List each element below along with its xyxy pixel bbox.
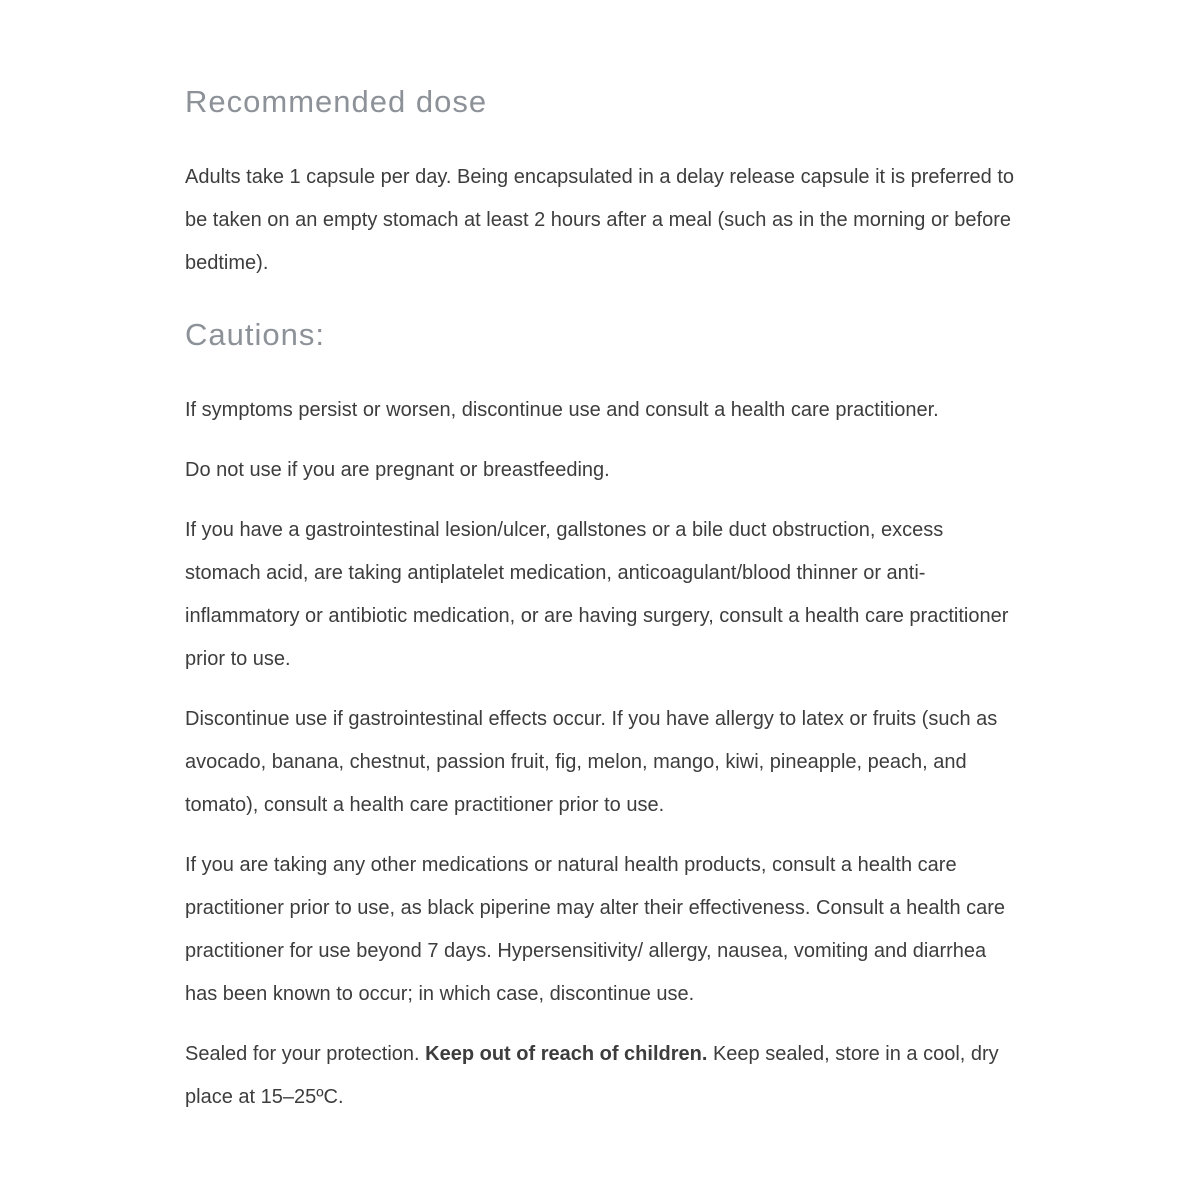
cautions-heading: Cautions: (185, 317, 325, 352)
caution-paragraph-allergy: Discontinue use if gastrointestinal effects occur. If you have allergy to latex or fruits (such as avocado, banana, chestnut, passion fruit, fig, melon, mango, kiwi, pineapple, peach, and tomato), consult a health care practitioner prior to use. (185, 708, 998, 816)
caution-paragraph-gastrointestinal: If you have a gastrointestinal lesion/ulcer, gallstones or a bile duct obstruction, excess stomach acid, are taking antiplatelet medication, anticoagulant/blood thinner or anti-inflammatory or antibiotic medication, or are having surgery, consult a health care practitioner prior to use. (185, 519, 1009, 670)
caution-paragraph-medications: If you are taking any other medications or natural health products, consult a health care practitioner prior to use, as black piperine may alter their effectiveness. Consult a health care practitioner for use beyond 7 days. Hypersensitivity/ allergy, nausea, vomiting and diarrhea has been known to occur; in which case, discontinue use. (185, 854, 1006, 1005)
caution-paragraph-symptoms: If symptoms persist or worsen, discontinue use and consult a health care practitioner. (185, 399, 939, 421)
storage-text-lead: Sealed for your protection. (185, 1043, 426, 1065)
product-info-page (185, 0, 1020, 1119)
keep-out-of-reach-bold-text: Keep out of reach of children. (425, 1043, 708, 1065)
storage-paragraph (185, 1033, 1020, 1119)
storage-text-tail: Keep sealed, store in a cool, dry place at 15–25ºC. (185, 1043, 999, 1108)
caution-paragraph-pregnancy: Do not use if you are pregnant or breastfeeding. (185, 459, 610, 481)
recommended-dose-paragraph: Adults take 1 capsule per day. Being encapsulated in a delay release capsule it is preferred to be taken on an empty stomach at least 2 hours after a meal (such as in the morning or before bedtime). (185, 166, 1015, 274)
recommended-dose-heading: Recommended dose (185, 84, 488, 119)
